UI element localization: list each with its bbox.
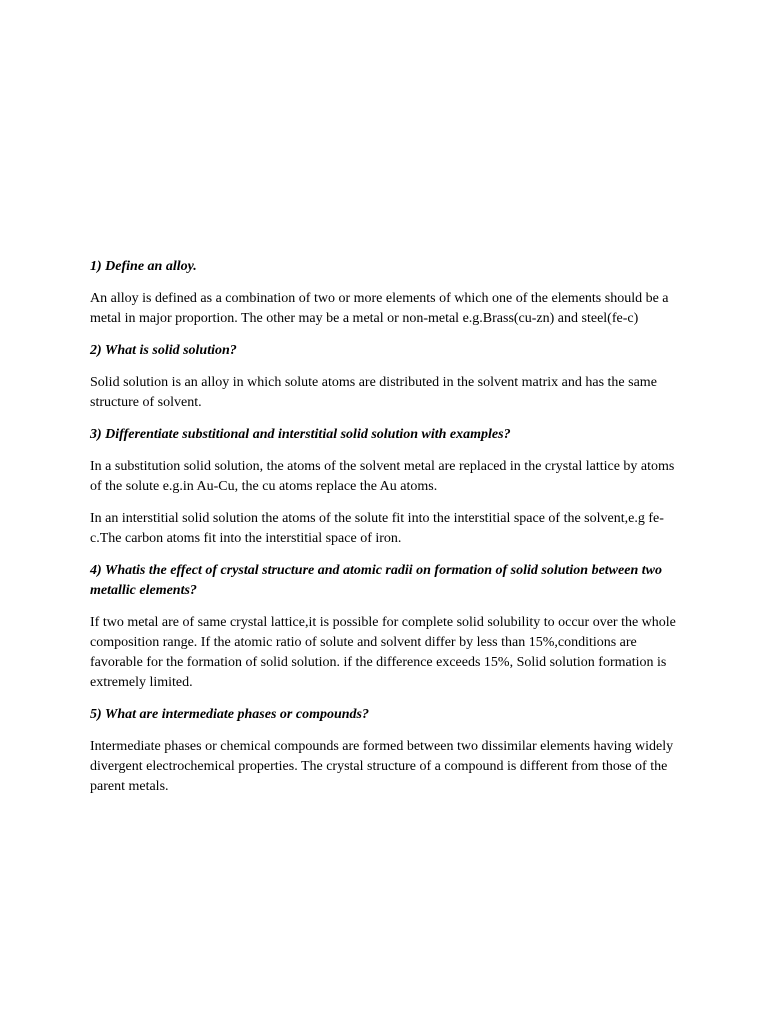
qa-section-4 [90, 561, 680, 693]
answer-paragraph: Intermediate phases or chemical compounds are formed between two dissimilar elements having widely divergent electrochemical properties. The crystal structure of a compound is different from those of the parent metals. [90, 739, 674, 794]
question-heading: 5) What are intermediate phases or compounds? [90, 707, 369, 722]
qa-section-2 [90, 341, 680, 413]
question-heading: 3) Differentiate substitional and interstitial solid solution with examples? [90, 427, 511, 442]
answer-paragraph: In an interstitial solid solution the atoms of the solute fit into the interstitial space of the solvent,e.g fe-c.The carbon atoms fit into the interstitial space of iron. [90, 511, 664, 546]
answer-paragraph: An alloy is defined as a combination of two or more elements of which one of the elements should be a metal in major proportion. The other may be a metal or non-metal e.g.Brass(cu-zn) and steel(fe-c) [90, 291, 669, 326]
answer-paragraph: Solid solution is an alloy in which solute atoms are distributed in the solvent matrix and has the same structure of solvent. [90, 375, 657, 410]
answer-paragraph: If two metal are of same crystal lattice,it is possible for complete solid solubility to occur over the whole composition range. If the atomic ratio of solute and solvent differ by less than 15%,conditions are favorable for the formation of solid solution. if the difference exceeds 15%, Solid solution formation is extremely limited. [90, 615, 676, 690]
qa-section-3 [90, 425, 680, 549]
question-heading: 2) What is solid solution? [90, 343, 237, 358]
qa-section-5 [90, 705, 680, 797]
answer-paragraph: In a substitution solid solution, the atoms of the solvent metal are replaced in the crystal lattice by atoms of the solute e.g.in Au-Cu, the cu atoms replace the Au atoms. [90, 459, 675, 494]
document-page [90, 257, 680, 809]
question-heading: 4) Whatis the effect of crystal structure and atomic radii on formation of solid solution between two metallic elements? [90, 563, 662, 598]
question-heading: 1) Define an alloy. [90, 259, 197, 274]
qa-section-1 [90, 257, 680, 329]
